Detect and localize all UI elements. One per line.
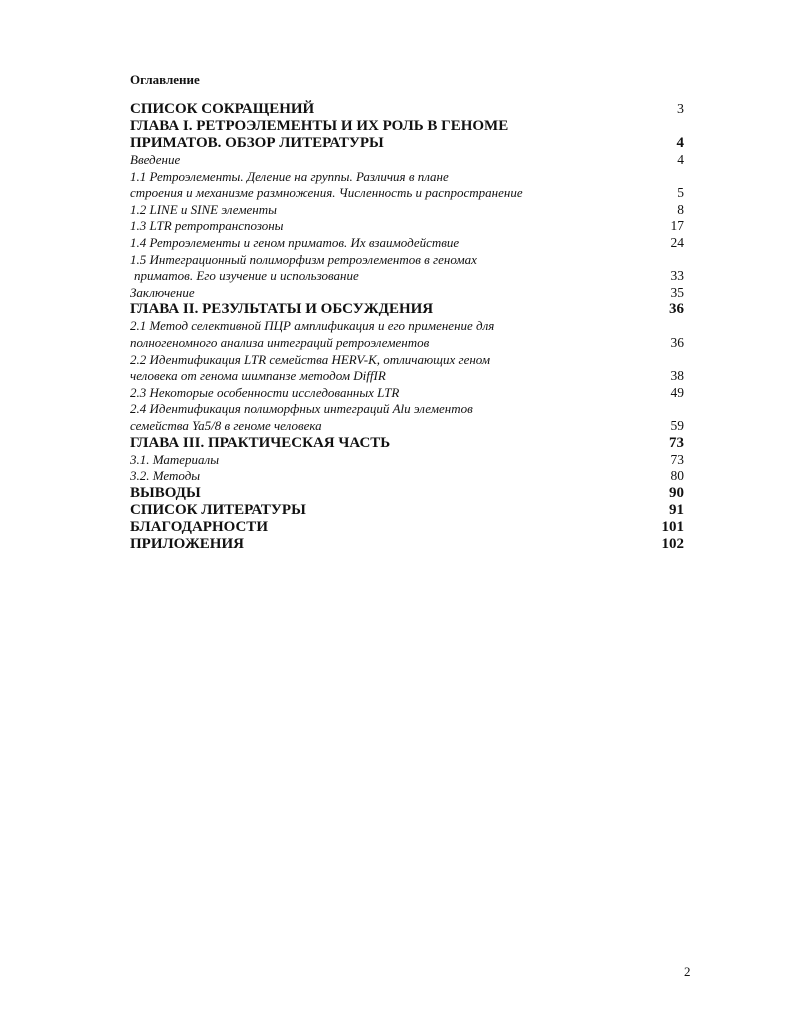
- toc-entry-line: [130, 185, 690, 202]
- toc-entry-line: [130, 318, 690, 335]
- toc-entry-line: [130, 435, 690, 452]
- toc-entry-line: [130, 285, 690, 302]
- toc-entry-text: 1.1 Ретроэлементы. Деление на группы. Различия в плане: [130, 168, 449, 184]
- toc-entry-line: [130, 418, 690, 435]
- toc-entry-line: [130, 335, 690, 352]
- toc-entry-line: [130, 519, 690, 536]
- toc-entry-line: [130, 401, 690, 418]
- toc-entry-line: [130, 368, 690, 385]
- toc-entry-line: [130, 385, 690, 402]
- toc-heading: Оглавление: [130, 72, 200, 87]
- toc-page-number: 4: [676, 135, 684, 151]
- toc-entry-line: [130, 268, 690, 285]
- toc-entry-text: 2.1 Метод селективной ПЦР амплификация и его применение для: [130, 318, 495, 334]
- toc-page-number: 80: [670, 468, 684, 484]
- toc-page-number: 59: [670, 417, 684, 433]
- toc-page-number: 24: [670, 234, 684, 250]
- toc-entry-text: строения и механизме размножения. Численность и распространение: [130, 185, 523, 201]
- toc-entry-line: [130, 452, 690, 469]
- toc-entry-line: [130, 502, 690, 519]
- toc-entry-text: 1.4 Ретроэлементы и геном приматов. Их взаимодействие: [130, 234, 460, 250]
- toc-entry-text: 1.2 LINE и SINE элементы: [130, 201, 277, 217]
- toc-entry-line: [130, 468, 690, 485]
- toc-entry-text: человека от генома шимпанзе методом DiffIR: [130, 368, 386, 384]
- toc-entry-text: 2.4 Идентификация полиморфных интеграций Alu элементов: [130, 401, 473, 417]
- toc-page-number: 36: [670, 334, 684, 350]
- toc-entry-text: полногеномного анализа интеграций ретроэлементов: [130, 334, 430, 350]
- toc-entry-line: [130, 235, 690, 252]
- toc-entry-text: 3.2. Методы: [130, 468, 201, 484]
- toc-page-number: 33: [670, 268, 684, 284]
- toc-page-number: 102: [661, 535, 684, 552]
- toc-page-number: 38: [670, 368, 684, 384]
- toc-entry-text: ПРИЛОЖЕНИЯ: [130, 535, 244, 552]
- toc-entry-text: 1.3 LTR ретротранспозоны: [130, 218, 284, 234]
- toc-entry-text: СПИСОК СОКРАЩЕНИЙ: [130, 101, 315, 117]
- toc-entry-line: [130, 352, 690, 369]
- toc-entry-text: 3.1. Материалы: [130, 451, 220, 467]
- toc-page-number: 91: [669, 501, 684, 518]
- toc-entry-text: ПРИМАТОВ. ОБЗОР ЛИТЕРАТУРЫ: [130, 135, 384, 151]
- toc-entry-text: 2.3 Некоторые особенности исследованных LTR: [130, 384, 400, 400]
- toc-entry-line: [130, 218, 690, 235]
- toc-entry-text: ГЛАВА I. РЕТРОЭЛЕМЕНТЫ И ИХ РОЛЬ В ГЕНОМЕ: [130, 118, 509, 134]
- toc-entry-text: Заключение: [130, 284, 195, 300]
- toc-entry-line: [130, 135, 690, 152]
- toc-entry-text: Введение: [130, 152, 181, 167]
- toc-page-number: 3: [677, 102, 684, 117]
- toc-page-number: 5: [677, 185, 684, 201]
- toc-page-number: 36: [669, 301, 684, 318]
- toc-page-number: 73: [670, 451, 684, 467]
- toc-entry-text: ГЛАВА III. ПРАКТИЧЕСКАЯ ЧАСТЬ: [130, 434, 391, 451]
- toc-page-number: 73: [669, 434, 684, 451]
- toc-entry-text: БЛАГОДАРНОСТИ: [130, 518, 268, 535]
- toc-page-number: 4: [677, 152, 684, 167]
- toc-page-number: 8: [677, 201, 684, 217]
- page-number: 2: [684, 964, 691, 979]
- toc-entry-line: [130, 536, 690, 553]
- table-of-contents: [130, 101, 690, 553]
- toc-page-number: 101: [661, 518, 684, 535]
- toc-entry-line: [130, 101, 690, 118]
- toc-page-number: 17: [670, 218, 684, 234]
- toc-entry-line: [130, 485, 690, 502]
- toc-entry-text: ГЛАВА II. РЕЗУЛЬТАТЫ И ОБСУЖДЕНИЯ: [130, 301, 434, 318]
- toc-entry-text: 1.5 Интеграционный полиморфизм ретроэлементов в геномах: [130, 251, 477, 267]
- toc-entry-line: [130, 252, 690, 269]
- toc-page-number: 49: [670, 384, 684, 400]
- toc-entry-text: СПИСОК ЛИТЕРАТУРЫ: [130, 501, 306, 518]
- toc-page-number: 35: [670, 284, 684, 300]
- toc-entry-line: [130, 118, 690, 135]
- toc-entry-text: ВЫВОДЫ: [130, 484, 201, 501]
- toc-entry-text: 2.2 Идентификация LTR семейства HERV-K, отличающих геном: [130, 351, 491, 367]
- toc-entry-line: [130, 202, 690, 219]
- toc-page-number: 90: [669, 484, 684, 501]
- toc-entry-line: [130, 301, 690, 318]
- toc-entry-text: приматов. Его изучение и использование: [134, 268, 359, 284]
- toc-entry-line: [130, 152, 690, 169]
- toc-entry-line: [130, 169, 690, 186]
- toc-entry-text: семейства Ya5/8 в геноме человека: [130, 417, 322, 433]
